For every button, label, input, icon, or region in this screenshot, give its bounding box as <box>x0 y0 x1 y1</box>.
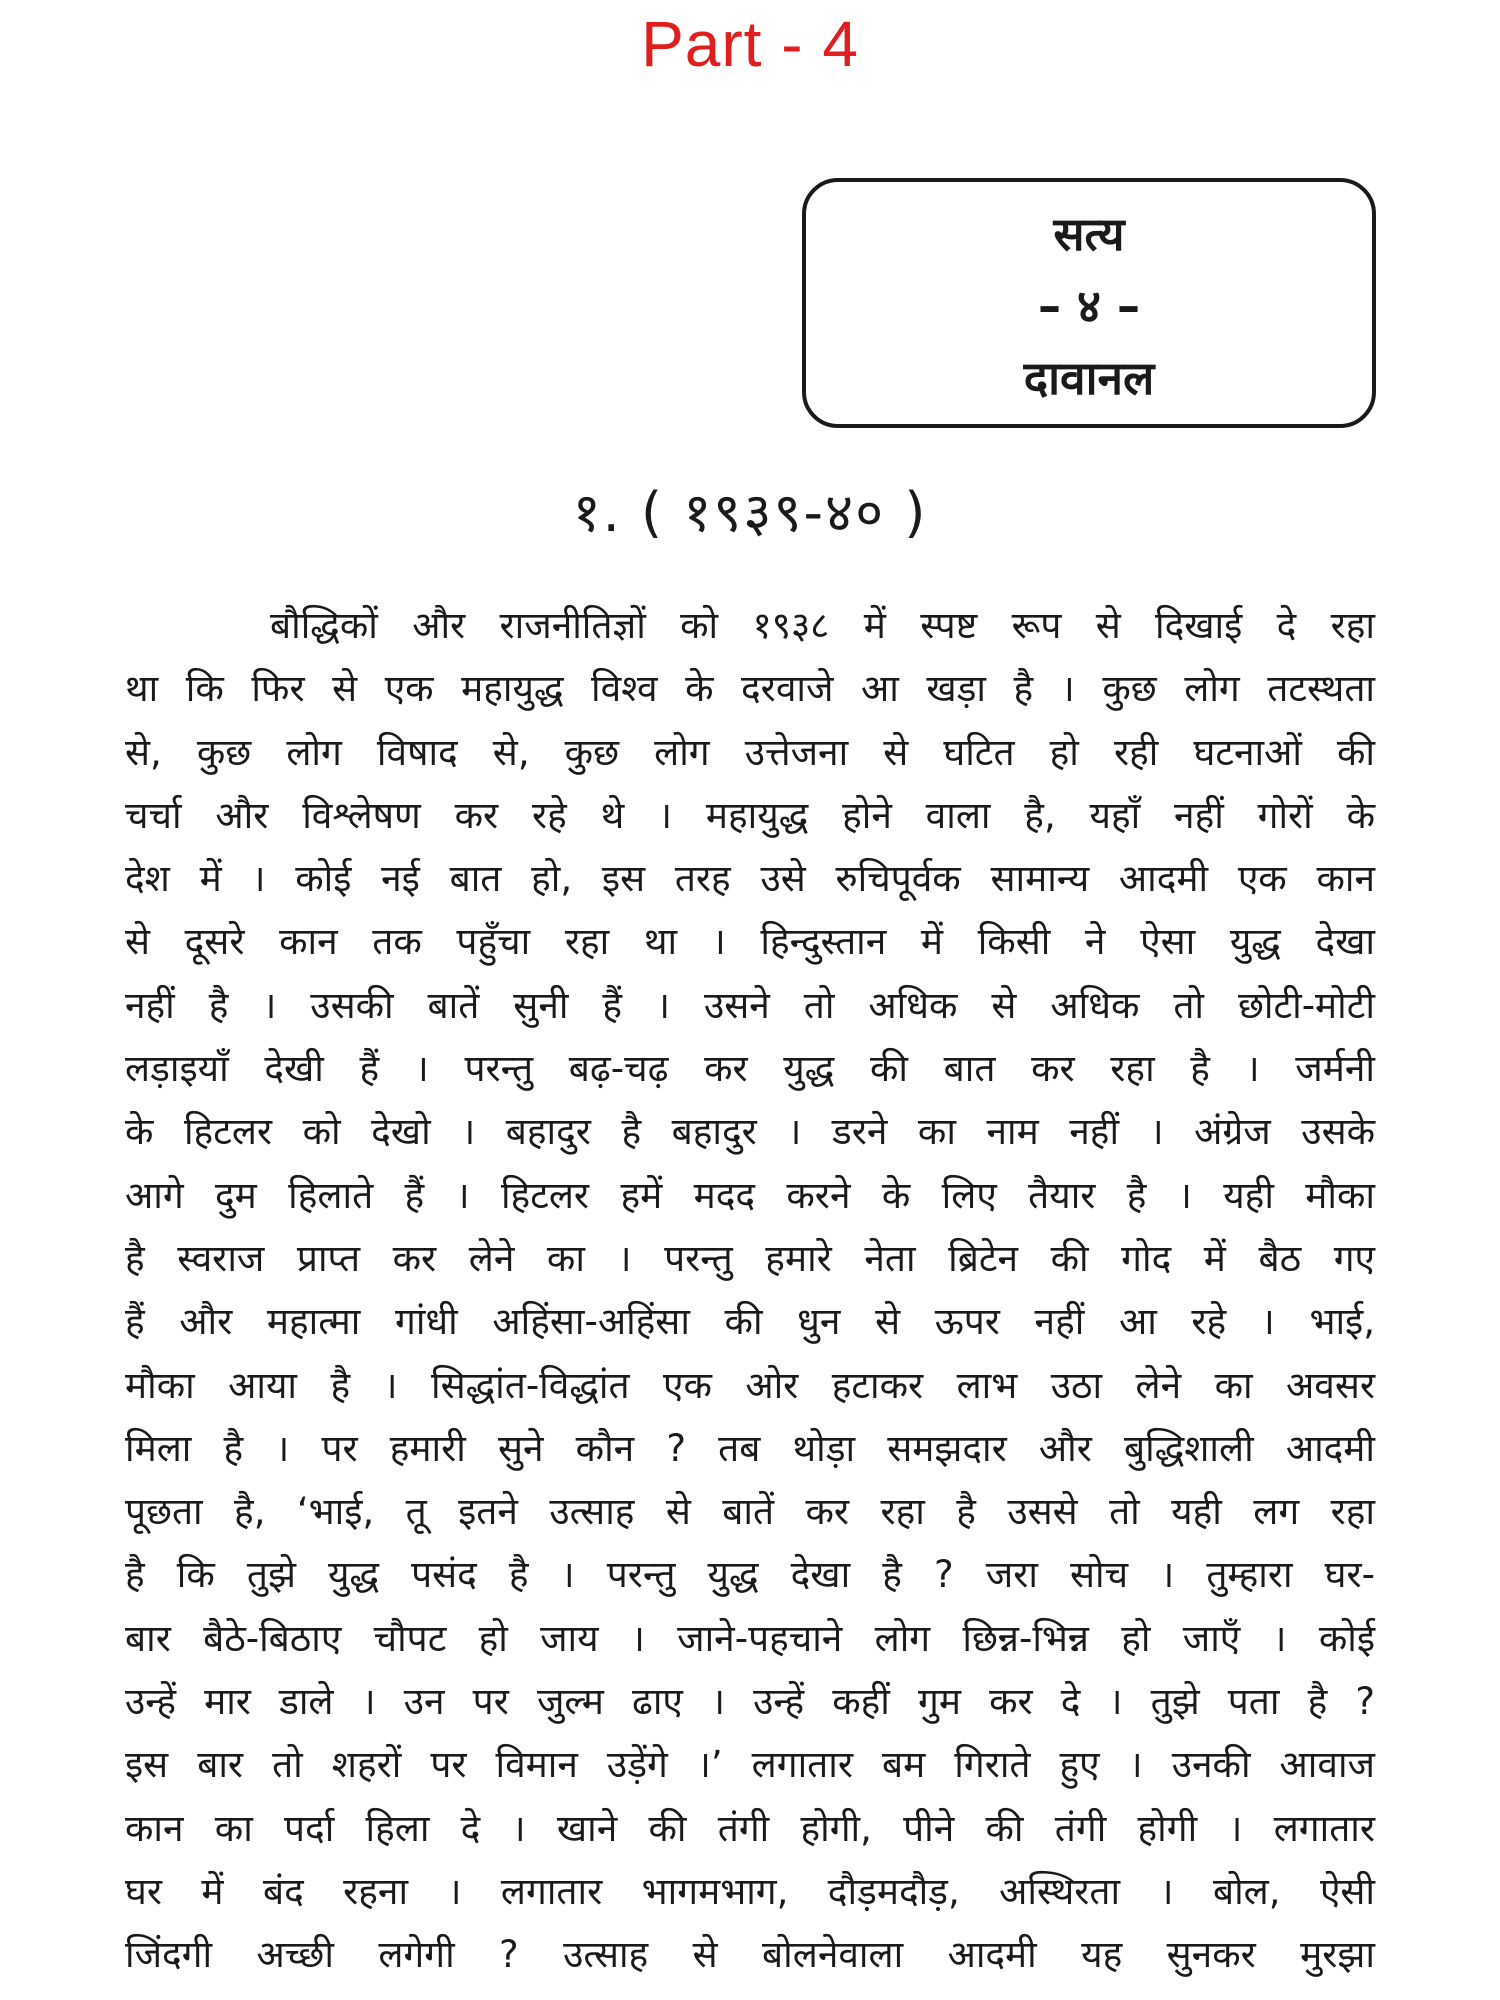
text-line: पूछता है, ‘भाई, तू इतने उत्साह से बातें कर रहा है उससे तो यही लग रहा <box>125 1490 1375 1534</box>
text-line: देश में । कोई नई बात हो, इस तरह उसे रुचिपूर्वक सामान्य आदमी एक कान <box>125 857 1375 901</box>
text-line: नहीं है । उसकी बातें सुनी हैं । उसने तो अधिक से अधिक तो छोटी-मोटी <box>125 983 1375 1027</box>
text-line: उन्हें मार डाले । उन पर जुल्म ढाए । उन्हें कहीं गुम कर दे । तुझे पता है ? <box>125 1680 1375 1724</box>
text-line: हैं और महात्मा गांधी अहिंसा-अहिंसा की धुन से ऊपर नहीं आ रहे । भाई, <box>125 1300 1375 1344</box>
text-line: मिला है । पर हमारी सुने कौन ? तब थोड़ा समझदार और बुद्धिशाली आदमी <box>125 1426 1375 1470</box>
text-line: लड़ाइयाँ देखी हैं । परन्तु बढ़-चढ़ कर युद्ध की बात कर रहा है । जर्मनी <box>125 1047 1375 1091</box>
text-line: है स्वराज प्राप्त कर लेने का । परन्तु हमारे नेता ब्रिटेन की गोद में बैठ गए <box>125 1236 1375 1280</box>
text-line: आगे दुम हिलाते हैं । हिटलर हमें मदद करने के लिए तैयार है । यही मौका <box>125 1173 1375 1217</box>
chapter-title-box <box>802 178 1376 428</box>
chapter-title-line-1: सत्य <box>1053 207 1125 261</box>
text-line: घर में बंद रहना । लगातार भागमभाग, दौड़मदौड़, अस्थिरता । बोल, ऐसी <box>125 1869 1375 1913</box>
section-heading: १. ( १९३९-४० ) <box>572 481 928 544</box>
chapter-title-line-3: दावानल <box>1023 351 1155 405</box>
text-line: था कि फिर से एक महायुद्ध विश्व के दरवाजे आ खड़ा है । कुछ लोग तटस्थता <box>125 667 1375 711</box>
text-line: के हिटलर को देखो । बहादुर है बहादुर । डरने का नाम नहीं । अंग्रेज उसके <box>125 1110 1375 1154</box>
text-line: से दूसरे कान तक पहुँचा रहा था । हिन्दुस्तान में किसी ने ऐसा युद्ध देखा <box>125 920 1375 964</box>
text-line: है कि तुझे युद्ध पसंद है । परन्तु युद्ध देखा है ? जरा सोच । तुम्हारा घर- <box>125 1553 1375 1597</box>
text-line: चर्चा और विश्लेषण कर रहे थे । महायुद्ध होने वाला है, यहाँ नहीं गोरों के <box>125 793 1375 837</box>
text-line: जिंदगी अच्छी लगेगी ? उत्साह से बोलनेवाला आदमी यह सुनकर मुरझा <box>125 1933 1375 1977</box>
part-heading: Part - 4 <box>641 8 859 80</box>
chapter-number-line: – ४ – <box>1038 279 1140 333</box>
text-line: कान का पर्दा हिला दे । खाने की तंगी होगी, पीने की तंगी होगी । लगातार <box>125 1806 1375 1850</box>
body-paragraph <box>125 594 1375 1987</box>
text-line: से, कुछ लोग विषाद से, कुछ लोग उत्तेजना से घटित हो रही घटनाओं की <box>125 730 1375 774</box>
text-line: मौका आया है । सिद्धांत-विद्धांत एक ओर हटाकर लाभ उठा लेने का अवसर <box>125 1363 1375 1407</box>
text-line: बौद्धिकों और राजनीतिज्ञों को १९३८ में स्पष्ट रूप से दिखाई दे रहा <box>270 604 1375 647</box>
text-line: बार बैठे-बिठाए चौपट हो जाय । जाने-पहचाने लोग छिन्न-भिन्न हो जाएँ । कोई <box>125 1616 1375 1660</box>
text-line: इस बार तो शहरों पर विमान उड़ेंगे ।’ लगातार बम गिराते हुए । उनकी आवाज <box>125 1743 1375 1787</box>
